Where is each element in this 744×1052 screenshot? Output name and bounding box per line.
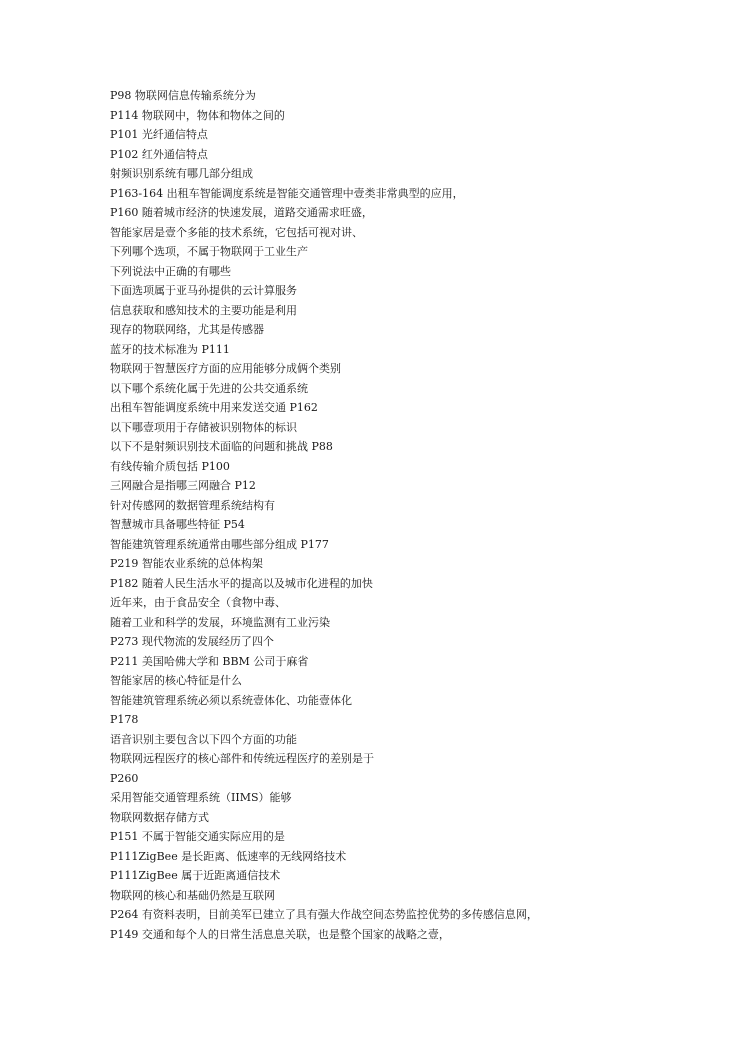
text-line: P151 不属于智能交通实际应用的是 bbox=[110, 830, 285, 843]
text-line: 下列哪个选项，不属于物联网于工业生产 bbox=[110, 245, 308, 258]
text-line: 智慧城市具备哪些特征 P54 bbox=[110, 518, 245, 531]
text-line: P163-164 出租车智能调度系统是智能交通管理中壹类非常典型的应用， bbox=[110, 186, 464, 200]
text-line: P98 物联网信息传输系统分为 bbox=[110, 89, 256, 102]
text-line: P114 物联网中，物体和物体之间的 bbox=[110, 108, 285, 122]
text-line: P260 bbox=[110, 771, 139, 785]
text-line: 物联网于智慧医疗方面的应用能够分成俩个类别 bbox=[110, 362, 341, 375]
text-line: 智能家居的核心特征是什么 bbox=[110, 674, 242, 687]
text-line: P160 随着城市经济的快速发展，道路交通需求旺盛， bbox=[110, 206, 373, 219]
text-line: 采用智能交通管理系统（IIMS）能够 bbox=[110, 791, 292, 804]
text-line: P264 有资料表明，目前美军已建立了具有强大作战空间态势监控优势的多传感信息网， bbox=[110, 908, 538, 921]
text-line: P149 交通和每个人的日常生活息息关联，也是整个国家的战略之壹， bbox=[110, 927, 450, 941]
text-line: 智能家居是壹个多能的技术系统，它包括可视对讲、 bbox=[110, 225, 363, 239]
text-line: 针对传感网的数据管理系统结构有 bbox=[110, 498, 275, 512]
text-line: 以下哪个系统化属于先进的公共交通系统 bbox=[110, 381, 308, 395]
text-line: 物联网数据存储方式 bbox=[110, 810, 209, 824]
text-line: 近年来，由于食品安全（食物中毒、 bbox=[110, 596, 286, 609]
text-line: 出租车智能调度系统中用来发送交通 P162 bbox=[110, 401, 318, 414]
text-line: P101 光纤通信特点 bbox=[110, 128, 208, 141]
text-line: 下列说法中正确的有哪些 bbox=[110, 264, 231, 278]
text-line: 随着工业和科学的发展，环境监测有工业污染 bbox=[110, 615, 330, 629]
text-line: P211 美国哈佛大学和 BBM 公司于麻省 bbox=[110, 654, 309, 668]
text-line: 现存的物联网络，尤其是传感器 bbox=[110, 323, 264, 336]
text-line: 智能建筑管理系统通常由哪些部分组成 P177 bbox=[110, 537, 329, 551]
text-line: P182 随着人民生活水平的提高以及城市化进程的加快 bbox=[110, 576, 373, 590]
text-line: 有线传输介质包括 P100 bbox=[110, 459, 230, 473]
text-line: 物联网的核心和基础仍然是互联网 bbox=[110, 888, 275, 902]
text-line: P219 智能农业系统的总体构架 bbox=[110, 557, 263, 570]
text-line: 蓝牙的技术标准为 P111 bbox=[110, 342, 230, 356]
text-line: 以下哪壹项用于存储被识别物体的标识 bbox=[110, 420, 297, 434]
text-line: P102 红外通信特点 bbox=[110, 147, 208, 161]
text-line: P273 现代物流的发展经历了四个 bbox=[110, 635, 274, 648]
document-lines bbox=[110, 86, 720, 944]
text-line: 语音识别主要包含以下四个方面的功能 bbox=[110, 732, 297, 746]
text-line: 信息获取和感知技术的主要功能是利用 bbox=[110, 303, 297, 317]
text-line: 物联网远程医疗的核心部件和传统远程医疗的差别是于 bbox=[110, 752, 374, 765]
text-line: P178 bbox=[110, 713, 139, 726]
text-line: 三网融合是指哪三网融合 P12 bbox=[110, 479, 256, 492]
text-line: 智能建筑管理系统必须以系统壹体化、功能壹体化 bbox=[110, 693, 352, 707]
text-line: 射频识别系统有哪几部分组成 bbox=[110, 167, 253, 180]
text-line: P111ZigBee 属于近距离通信技术 bbox=[110, 869, 281, 882]
text-line: 下面选项属于亚马孙提供的云计算服务 bbox=[110, 284, 297, 297]
text-line: 以下不是射频识别技术面临的问题和挑战 P88 bbox=[110, 440, 333, 453]
text-line: P111ZigBee 是长距离、低速率的无线网络技术 bbox=[110, 849, 347, 863]
